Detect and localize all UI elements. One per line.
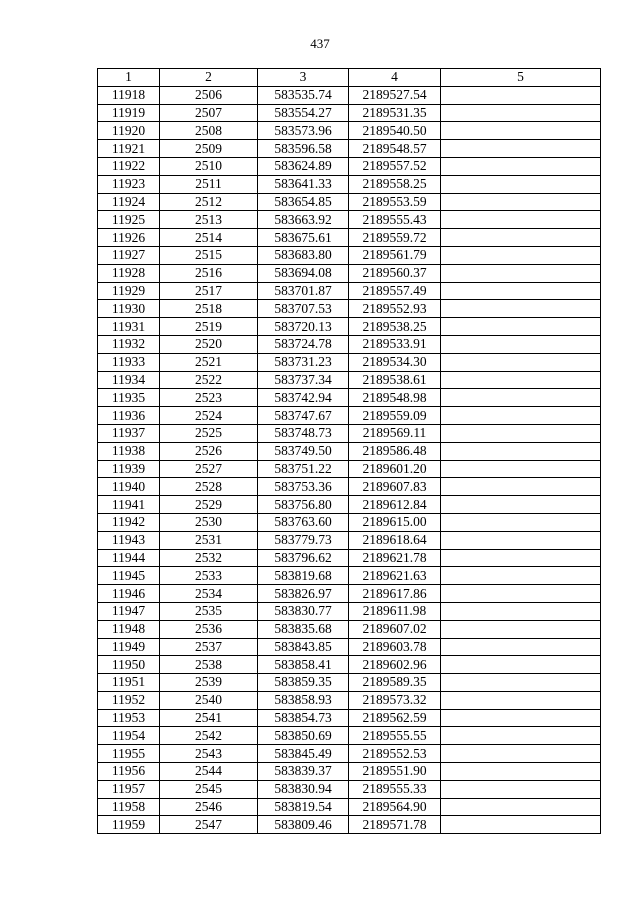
table-row — [98, 656, 601, 674]
table-cell-col-3: 583839.37 — [258, 763, 349, 781]
table-cell-col-4: 2189607.83 — [349, 478, 441, 496]
table-cell-col-1: 11932 — [98, 335, 160, 353]
table-row — [98, 318, 601, 336]
table-cell-col-3: 583694.08 — [258, 264, 349, 282]
table-cell-col-1: 11922 — [98, 157, 160, 175]
table-cell-col-5 — [441, 389, 601, 407]
table-row — [98, 513, 601, 531]
table-cell-col-1: 11958 — [98, 798, 160, 816]
table-row — [98, 780, 601, 798]
table-row — [98, 407, 601, 425]
table-cell-col-2: 2540 — [160, 691, 258, 709]
table-cell-col-5 — [441, 691, 601, 709]
table-row — [98, 229, 601, 247]
table-cell-col-2: 2543 — [160, 745, 258, 763]
table-row — [98, 140, 601, 158]
table-row — [98, 549, 601, 567]
table-cell-col-4: 2189531.35 — [349, 104, 441, 122]
table-cell-col-1: 11924 — [98, 193, 160, 211]
table-cell-col-3: 583663.92 — [258, 211, 349, 229]
column-header-1: 1 — [98, 69, 160, 87]
table-cell-col-2: 2521 — [160, 353, 258, 371]
table-cell-col-5 — [441, 478, 601, 496]
table-cell-col-5 — [441, 157, 601, 175]
table-cell-col-5 — [441, 282, 601, 300]
table-cell-col-1: 11920 — [98, 122, 160, 140]
table-cell-col-4: 2189559.09 — [349, 407, 441, 425]
table-cell-col-1: 11942 — [98, 513, 160, 531]
table-cell-col-5 — [441, 585, 601, 603]
table-cell-col-4: 2189551.90 — [349, 763, 441, 781]
table-cell-col-3: 583683.80 — [258, 246, 349, 264]
table-cell-col-4: 2189562.59 — [349, 709, 441, 727]
table-cell-col-3: 583809.46 — [258, 816, 349, 834]
table-cell-col-1: 11943 — [98, 531, 160, 549]
table-row — [98, 691, 601, 709]
table-cell-col-3: 583747.67 — [258, 407, 349, 425]
table-cell-col-1: 11923 — [98, 175, 160, 193]
table-cell-col-3: 583843.85 — [258, 638, 349, 656]
table-cell-col-4: 2189621.78 — [349, 549, 441, 567]
table-cell-col-5 — [441, 246, 601, 264]
table-cell-col-1: 11921 — [98, 140, 160, 158]
table-cell-col-1: 11946 — [98, 585, 160, 603]
table-cell-col-2: 2539 — [160, 674, 258, 692]
table-cell-col-4: 2189602.96 — [349, 656, 441, 674]
column-header-2: 2 — [160, 69, 258, 87]
table-cell-col-4: 2189603.78 — [349, 638, 441, 656]
table-cell-col-2: 2532 — [160, 549, 258, 567]
table-cell-col-2: 2541 — [160, 709, 258, 727]
table-cell-col-3: 583830.94 — [258, 780, 349, 798]
table-cell-col-1: 11945 — [98, 567, 160, 585]
table-cell-col-4: 2189555.43 — [349, 211, 441, 229]
table-cell-col-4: 2189589.35 — [349, 674, 441, 692]
table-cell-col-5 — [441, 798, 601, 816]
table-cell-col-3: 583707.53 — [258, 300, 349, 318]
table-cell-col-4: 2189617.86 — [349, 585, 441, 603]
table-cell-col-2: 2537 — [160, 638, 258, 656]
column-header-5: 5 — [441, 69, 601, 87]
table-cell-col-4: 2189561.79 — [349, 246, 441, 264]
table-cell-col-2: 2536 — [160, 620, 258, 638]
table-cell-col-4: 2189534.30 — [349, 353, 441, 371]
table-cell-col-4: 2189555.55 — [349, 727, 441, 745]
table-cell-col-3: 583573.96 — [258, 122, 349, 140]
table-cell-col-5 — [441, 460, 601, 478]
table-cell-col-1: 11934 — [98, 371, 160, 389]
table-cell-col-1: 11952 — [98, 691, 160, 709]
table-cell-col-5 — [441, 122, 601, 140]
table-cell-col-5 — [441, 335, 601, 353]
table-cell-col-5 — [441, 229, 601, 247]
table-cell-col-1: 11925 — [98, 211, 160, 229]
table-cell-col-1: 11919 — [98, 104, 160, 122]
column-header-3: 3 — [258, 69, 349, 87]
table-cell-col-1: 11959 — [98, 816, 160, 834]
table-cell-col-5 — [441, 549, 601, 567]
table-row — [98, 246, 601, 264]
table-cell-col-4: 2189559.72 — [349, 229, 441, 247]
table-cell-col-5 — [441, 745, 601, 763]
table-cell-col-5 — [441, 602, 601, 620]
table-cell-col-1: 11954 — [98, 727, 160, 745]
table-cell-col-3: 583742.94 — [258, 389, 349, 407]
table-cell-col-2: 2511 — [160, 175, 258, 193]
table-cell-col-1: 11950 — [98, 656, 160, 674]
table-row — [98, 442, 601, 460]
table-cell-col-2: 2526 — [160, 442, 258, 460]
table-cell-col-5 — [441, 780, 601, 798]
table-row — [98, 211, 601, 229]
table-cell-col-4: 2189548.98 — [349, 389, 441, 407]
table-cell-col-2: 2523 — [160, 389, 258, 407]
table-cell-col-3: 583535.74 — [258, 86, 349, 104]
table-cell-col-4: 2189618.64 — [349, 531, 441, 549]
table-cell-col-5 — [441, 496, 601, 514]
table-cell-col-4: 2189557.52 — [349, 157, 441, 175]
table-cell-col-2: 2507 — [160, 104, 258, 122]
table-cell-col-5 — [441, 763, 601, 781]
header-row — [98, 69, 601, 87]
table-cell-col-3: 583737.34 — [258, 371, 349, 389]
table-cell-col-4: 2189573.32 — [349, 691, 441, 709]
table-cell-col-3: 583779.73 — [258, 531, 349, 549]
table-row — [98, 709, 601, 727]
table-cell-col-3: 583753.36 — [258, 478, 349, 496]
table-cell-col-5 — [441, 86, 601, 104]
table-cell-col-4: 2189538.61 — [349, 371, 441, 389]
table-cell-col-4: 2189560.37 — [349, 264, 441, 282]
table-body — [98, 86, 601, 833]
table-row — [98, 585, 601, 603]
table-row — [98, 567, 601, 585]
table-cell-col-5 — [441, 140, 601, 158]
table-cell-col-5 — [441, 567, 601, 585]
table-row — [98, 531, 601, 549]
table-cell-col-3: 583854.73 — [258, 709, 349, 727]
table-cell-col-2: 2520 — [160, 335, 258, 353]
table-cell-col-4: 2189611.98 — [349, 602, 441, 620]
table-cell-col-1: 11949 — [98, 638, 160, 656]
table-cell-col-5 — [441, 318, 601, 336]
table-cell-col-1: 11944 — [98, 549, 160, 567]
table-row — [98, 371, 601, 389]
table-cell-col-1: 11940 — [98, 478, 160, 496]
table-cell-col-2: 2515 — [160, 246, 258, 264]
table-cell-col-3: 583748.73 — [258, 424, 349, 442]
page-number: 437 — [310, 36, 330, 51]
table-cell-col-3: 583826.97 — [258, 585, 349, 603]
table-cell-col-2: 2514 — [160, 229, 258, 247]
table-cell-col-5 — [441, 442, 601, 460]
table-row — [98, 496, 601, 514]
table-row — [98, 602, 601, 620]
table-cell-col-3: 583751.22 — [258, 460, 349, 478]
table-cell-col-4: 2189540.50 — [349, 122, 441, 140]
table-cell-col-5 — [441, 531, 601, 549]
table-cell-col-5 — [441, 371, 601, 389]
table-cell-col-3: 583796.62 — [258, 549, 349, 567]
table-cell-col-1: 11956 — [98, 763, 160, 781]
table-cell-col-5 — [441, 816, 601, 834]
table-cell-col-4: 2189621.63 — [349, 567, 441, 585]
table-cell-col-3: 583724.78 — [258, 335, 349, 353]
table-cell-col-3: 583763.60 — [258, 513, 349, 531]
table-cell-col-5 — [441, 727, 601, 745]
table-cell-col-4: 2189601.20 — [349, 460, 441, 478]
table-row — [98, 798, 601, 816]
table-cell-col-2: 2510 — [160, 157, 258, 175]
table-row — [98, 745, 601, 763]
table-row — [98, 674, 601, 692]
table-cell-col-2: 2525 — [160, 424, 258, 442]
table-row — [98, 478, 601, 496]
table-cell-col-2: 2506 — [160, 86, 258, 104]
table-cell-col-1: 11948 — [98, 620, 160, 638]
table-cell-col-5 — [441, 175, 601, 193]
table-row — [98, 816, 601, 834]
table-cell-col-5 — [441, 193, 601, 211]
table-cell-col-3: 583749.50 — [258, 442, 349, 460]
table-cell-col-4: 2189569.11 — [349, 424, 441, 442]
table-cell-col-2: 2519 — [160, 318, 258, 336]
table-cell-col-4: 2189564.90 — [349, 798, 441, 816]
table-row — [98, 122, 601, 140]
table-cell-col-4: 2189558.25 — [349, 175, 441, 193]
table-cell-col-2: 2518 — [160, 300, 258, 318]
table-cell-col-2: 2517 — [160, 282, 258, 300]
table-cell-col-1: 11955 — [98, 745, 160, 763]
table-cell-col-4: 2189571.78 — [349, 816, 441, 834]
table-row — [98, 389, 601, 407]
table-cell-col-2: 2545 — [160, 780, 258, 798]
table-row — [98, 763, 601, 781]
table-cell-col-3: 583731.23 — [258, 353, 349, 371]
table-cell-col-2: 2522 — [160, 371, 258, 389]
table-cell-col-1: 11928 — [98, 264, 160, 282]
table-cell-col-5 — [441, 638, 601, 656]
table-cell-col-2: 2529 — [160, 496, 258, 514]
table-cell-col-5 — [441, 709, 601, 727]
table-cell-col-5 — [441, 656, 601, 674]
table-cell-col-4: 2189548.57 — [349, 140, 441, 158]
table-cell-col-1: 11930 — [98, 300, 160, 318]
table-row — [98, 460, 601, 478]
table-cell-col-5 — [441, 513, 601, 531]
table-cell-col-4: 2189612.84 — [349, 496, 441, 514]
table-cell-col-2: 2544 — [160, 763, 258, 781]
table-row — [98, 300, 601, 318]
table-cell-col-4: 2189557.49 — [349, 282, 441, 300]
table-row — [98, 86, 601, 104]
table-row — [98, 175, 601, 193]
table-cell-col-1: 11957 — [98, 780, 160, 798]
table-cell-col-3: 583859.35 — [258, 674, 349, 692]
table-cell-col-3: 583850.69 — [258, 727, 349, 745]
table-cell-col-2: 2533 — [160, 567, 258, 585]
table-cell-col-1: 11929 — [98, 282, 160, 300]
table-row — [98, 727, 601, 745]
table-cell-col-2: 2530 — [160, 513, 258, 531]
table-cell-col-2: 2546 — [160, 798, 258, 816]
table-cell-col-2: 2508 — [160, 122, 258, 140]
table-row — [98, 424, 601, 442]
column-header-4: 4 — [349, 69, 441, 87]
table-cell-col-2: 2516 — [160, 264, 258, 282]
table-cell-col-1: 11935 — [98, 389, 160, 407]
table-cell-col-2: 2524 — [160, 407, 258, 425]
table-cell-col-1: 11947 — [98, 602, 160, 620]
table-cell-col-2: 2535 — [160, 602, 258, 620]
table-cell-col-4: 2189555.33 — [349, 780, 441, 798]
table-row — [98, 282, 601, 300]
table-row — [98, 104, 601, 122]
table-cell-col-2: 2512 — [160, 193, 258, 211]
table-cell-col-3: 583845.49 — [258, 745, 349, 763]
table-cell-col-3: 583835.68 — [258, 620, 349, 638]
table-cell-col-2: 2528 — [160, 478, 258, 496]
table-cell-col-5 — [441, 407, 601, 425]
table-cell-col-5 — [441, 424, 601, 442]
table-cell-col-4: 2189552.53 — [349, 745, 441, 763]
table-cell-col-3: 583720.13 — [258, 318, 349, 336]
table-cell-col-3: 583858.41 — [258, 656, 349, 674]
table-cell-col-2: 2547 — [160, 816, 258, 834]
table-cell-col-2: 2513 — [160, 211, 258, 229]
table-cell-col-3: 583654.85 — [258, 193, 349, 211]
table-header — [98, 69, 601, 87]
table-cell-col-4: 2189553.59 — [349, 193, 441, 211]
table-row — [98, 264, 601, 282]
table-row — [98, 620, 601, 638]
table-cell-col-3: 583624.89 — [258, 157, 349, 175]
table-cell-col-3: 583675.61 — [258, 229, 349, 247]
table-cell-col-4: 2189552.93 — [349, 300, 441, 318]
table-cell-col-1: 11937 — [98, 424, 160, 442]
table-row — [98, 335, 601, 353]
table-cell-col-3: 583756.80 — [258, 496, 349, 514]
table-cell-col-2: 2531 — [160, 531, 258, 549]
table-cell-col-4: 2189615.00 — [349, 513, 441, 531]
table-cell-col-2: 2527 — [160, 460, 258, 478]
table-row — [98, 193, 601, 211]
table-cell-col-1: 11953 — [98, 709, 160, 727]
table-cell-col-5 — [441, 620, 601, 638]
table-cell-col-1: 11939 — [98, 460, 160, 478]
coordinates-table — [97, 68, 601, 834]
table-cell-col-1: 11941 — [98, 496, 160, 514]
table-row — [98, 638, 601, 656]
table-cell-col-4: 2189586.48 — [349, 442, 441, 460]
table-cell-col-2: 2538 — [160, 656, 258, 674]
table-cell-col-1: 11926 — [98, 229, 160, 247]
table-row — [98, 353, 601, 371]
table-cell-col-3: 583701.87 — [258, 282, 349, 300]
table-cell-col-4: 2189538.25 — [349, 318, 441, 336]
table-cell-col-1: 11918 — [98, 86, 160, 104]
table-cell-col-3: 583596.58 — [258, 140, 349, 158]
table-cell-col-5 — [441, 264, 601, 282]
table-cell-col-4: 2189527.54 — [349, 86, 441, 104]
table-cell-col-2: 2542 — [160, 727, 258, 745]
table-cell-col-5 — [441, 353, 601, 371]
table-cell-col-1: 11936 — [98, 407, 160, 425]
table-cell-col-1: 11938 — [98, 442, 160, 460]
table-cell-col-5 — [441, 674, 601, 692]
table-cell-col-4: 2189607.02 — [349, 620, 441, 638]
table-cell-col-1: 11931 — [98, 318, 160, 336]
table-cell-col-1: 11951 — [98, 674, 160, 692]
table-cell-col-1: 11927 — [98, 246, 160, 264]
table-cell-col-3: 583641.33 — [258, 175, 349, 193]
table-cell-col-5 — [441, 300, 601, 318]
table-cell-col-3: 583830.77 — [258, 602, 349, 620]
table-cell-col-1: 11933 — [98, 353, 160, 371]
table-cell-col-3: 583858.93 — [258, 691, 349, 709]
table-cell-col-3: 583819.54 — [258, 798, 349, 816]
table-cell-col-3: 583554.27 — [258, 104, 349, 122]
table-cell-col-4: 2189533.91 — [349, 335, 441, 353]
table-cell-col-2: 2509 — [160, 140, 258, 158]
table-row — [98, 157, 601, 175]
table-cell-col-5 — [441, 211, 601, 229]
table-cell-col-5 — [441, 104, 601, 122]
table-cell-col-3: 583819.68 — [258, 567, 349, 585]
table-cell-col-2: 2534 — [160, 585, 258, 603]
